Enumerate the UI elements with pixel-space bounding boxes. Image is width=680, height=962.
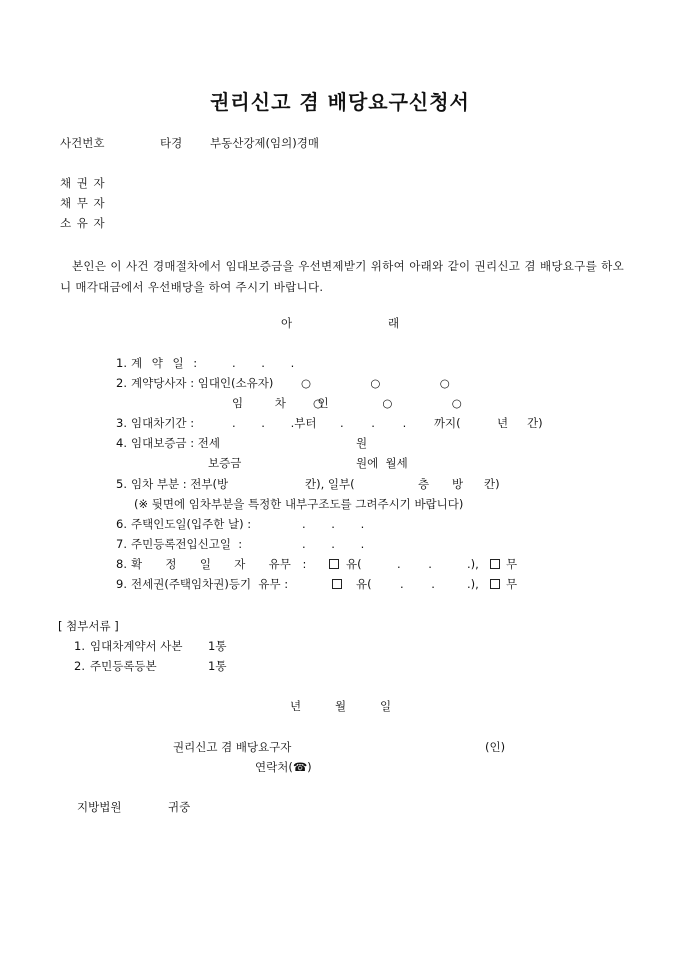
item-8-label: 확 정 일 자 유무 : (131, 557, 307, 571)
attachment-1-name: 임대차계약서 사본 (90, 639, 183, 653)
contact-label: 연락처(☎) (255, 760, 312, 774)
attachment-1-number: 1. (74, 639, 85, 653)
item-3-label: 임대차기간 : (131, 416, 195, 430)
below-heading-a: 아 (281, 316, 293, 330)
owner-label: 소 유 자 (60, 216, 106, 230)
item-1-label: 계 약 일 : (131, 356, 201, 370)
item-9-number: 9. (116, 577, 127, 591)
item-7-label: 주민등록전입신고일 : (131, 537, 243, 551)
item-3-year: 년 (497, 416, 509, 430)
item-9-close: .), (467, 577, 479, 591)
debtor-label: 채 무 자 (60, 196, 106, 210)
item-4-deposit-label: 보증금 (208, 456, 242, 470)
item-8-no-checkbox[interactable] (490, 559, 500, 571)
item-1-value: . . . (232, 356, 295, 370)
item-5-number: 5. (116, 477, 127, 491)
seal-mark: (인) (485, 740, 506, 754)
item-5-kan-end: 칸) (484, 477, 500, 491)
item-2-lessor-marks: ○ ○ ○ (301, 376, 450, 390)
item-4-won: 원 (356, 436, 368, 450)
item-8-no: 무 (506, 557, 518, 571)
court-suffix: 귀중 (168, 800, 191, 814)
case-kind: 부동산강제(임의)경매 (210, 136, 319, 150)
item-3-period: 간) (527, 416, 543, 430)
attachment-2-qty: 1통 (208, 659, 227, 673)
date-day: 일 (380, 699, 392, 713)
item-9-no-checkbox[interactable] (490, 579, 500, 591)
item-8-yes-checkbox[interactable] (329, 559, 339, 571)
document-title: 권리신고 겸 배당요구신청서 (210, 90, 470, 114)
item-9-yes-checkbox[interactable] (332, 579, 342, 591)
date-year: 년 (290, 699, 302, 713)
item-8-number: 8. (116, 557, 127, 571)
attachment-2-number: 2. (74, 659, 85, 673)
item-8-close: .), (467, 557, 479, 571)
item-5-note: (※ 뒷면에 임차부분을 특정한 내부구조도를 그려주시기 바랍니다) (134, 497, 464, 511)
item-2-lessee-label: 임 차 인 (232, 396, 343, 410)
item-6-value: . . . (302, 517, 365, 531)
item-4-monthly-rent: 원에 월세 (356, 456, 408, 470)
item-5-kan-partial: 칸), 일부( (305, 477, 355, 491)
date-month: 월 (335, 699, 347, 713)
item-5-label: 임차 부분 : 전부(방 (131, 477, 229, 491)
item-2-number: 2. (116, 376, 127, 390)
item-3-number: 3. (116, 416, 127, 430)
applicant-label: 권리신고 겸 배당요구자 (173, 740, 292, 754)
item-8-dots: . . (397, 557, 432, 571)
case-number-label: 사건번호 (60, 136, 105, 150)
item-2-label: 계약당사자 : 임대인(소유자) (131, 376, 274, 390)
item-2-lessee-marks: ○ ○ ○ (313, 396, 462, 410)
item-9-no: 무 (506, 577, 518, 591)
item-7-number: 7. (116, 537, 127, 551)
item-8-yes: 유( (346, 557, 362, 571)
court-name: 지방법원 (77, 800, 122, 814)
item-6-label: 주택인도일(입주한 날) : (131, 517, 252, 531)
item-3-from: . . .부터 (232, 416, 317, 430)
attachment-1-qty: 1통 (208, 639, 227, 653)
item-9-yes: 유( (356, 577, 372, 591)
item-5-room: 방 (452, 477, 464, 491)
creditor-label: 채 권 자 (60, 176, 106, 190)
below-heading-rae: 래 (388, 316, 400, 330)
item-9-label: 전세권(주택임차권)등기 유무 : (131, 577, 289, 591)
item-1-number: 1. (116, 356, 127, 370)
attachments-header: [ 첨부서류 ] (58, 619, 119, 633)
item-5-floor: 층 (418, 477, 430, 491)
case-type: 타경 (160, 136, 183, 150)
item-7-value: . . . (302, 537, 365, 551)
item-4-number: 4. (116, 436, 127, 450)
item-9-dots: . . (400, 577, 435, 591)
item-3-to: . . . 까지( (340, 416, 461, 430)
intro-paragraph: 본인은 이 사건 경매절차에서 임대보증금을 우선변제받기 위하여 아래와 같이 권리신고 겸 배당요구를 하오니 매각대금에서 우선배당을 하여 주시기 바랍니다. (60, 259, 624, 294)
item-4-label: 임대보증금 : 전세 (131, 436, 220, 450)
attachment-2-name: 주민등록등본 (90, 659, 157, 673)
item-6-number: 6. (116, 517, 127, 531)
